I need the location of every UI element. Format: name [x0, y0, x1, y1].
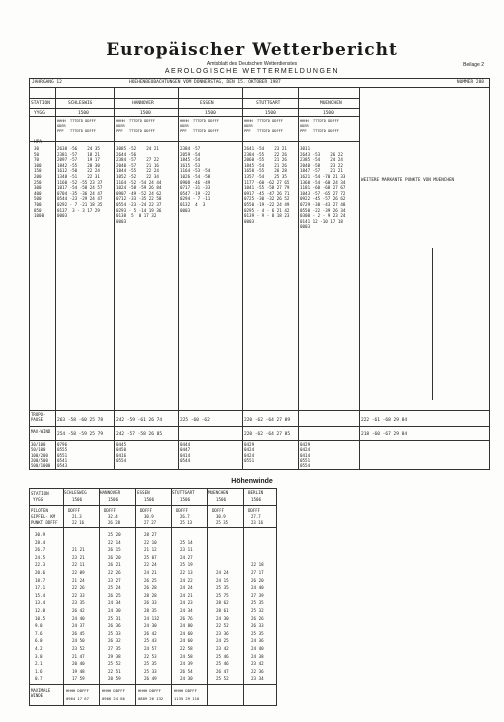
- subtitle: AEROLOGISCHE WETTERMELDUNGEN: [164, 68, 340, 75]
- hw-station-time: 1506: [72, 497, 83, 502]
- maxwind-hannover: 242 -57 -58 26 85: [116, 432, 163, 437]
- rule: [29, 440, 490, 441]
- tropo-stuttgart: 220 -62 -64 27 89: [244, 418, 291, 423]
- col-divider: [298, 88, 299, 470]
- col-divider: [63, 488, 64, 706]
- station-time: 1500: [78, 111, 89, 116]
- punkt-value: 25 13: [180, 520, 193, 525]
- thickness-label: 200/500: [31, 457, 48, 463]
- hpa-label: HPA: [34, 140, 43, 145]
- beilage-label: Beilage 2: [463, 62, 484, 68]
- hw-station-name: ESSEN: [137, 490, 150, 495]
- hw-column-muenchen: 24 24 24 15 25 35 25 75 28 62 28 61 24 30 22 52 23 36 24 25 23 42 25 46 25 46 26 47 25 52: [216, 569, 229, 682]
- hw-station-name: SCHLESWIG: [64, 490, 87, 495]
- hw-station-label: STATION: [31, 491, 49, 496]
- thickness-label: 100/200: [31, 452, 48, 458]
- hw-station-name: BERLIN: [248, 490, 264, 495]
- top-info-bar: [29, 78, 490, 88]
- hoehenwinde-title: Höhenwinde: [231, 478, 273, 485]
- level-labels: [34, 146, 44, 219]
- level-label: 700: [34, 201, 42, 207]
- rule: [29, 108, 359, 109]
- station-name: STUTTGART: [256, 101, 281, 106]
- col-divider: [99, 488, 100, 706]
- station-time: 1500: [323, 111, 334, 116]
- tropo-hannover: 242 -59 -61 26 74: [116, 418, 163, 423]
- gipfel-label: GIPFEL- KM: [31, 514, 56, 519]
- maxi-head: HHHH DDFFF: [138, 688, 161, 693]
- observation-date: HOEHENBEOBACHTUNGEN VOM DONNERSTAG, DEN 15. OKTOBER 1987: [129, 80, 281, 85]
- station-label: STATION: [31, 101, 50, 106]
- data-column-stuttgart: 2641 -54 23 21 2384 -55 22 26 2060 -55 21 26 1845 -54 21 26 1658 -55 26 28 1357 -54 25 35 1177 -60 -62 27 65 1041 -55 -58 27 79 0917 -45 -47 26 71 0725 -30 -32 26 52 0550 -19 -22 24 49 0295 - 4 - 6 21 42 0139 - 9 - 8 18 23 0003: [244, 146, 290, 224]
- maxi-value: 0966 24 86: [102, 696, 125, 701]
- column-header: HHHH TTTDTD DDFFF ODER PPP TTTDTD DDFFF: [244, 119, 283, 133]
- gipfel-value: 32.4: [108, 514, 118, 519]
- col-divider: [432, 248, 433, 400]
- publisher-line: Amtsblatt des Deutschen Wetterdienstes: [206, 61, 298, 67]
- hw-column-berlin: 22 18 27 17 26 20 24 40 27 39 25 35 25 32 26 26 26 33 25 35 24 36 24 40 24 38 23 42 22 36 23 34: [251, 562, 264, 682]
- jahrgang: JAHRGANG 12: [32, 80, 62, 85]
- maxwind-schleswig: 254 -58 -59 25 79: [57, 432, 104, 437]
- ddfff-label: DDFFF: [68, 508, 81, 513]
- station-time: 1500: [205, 111, 216, 116]
- ddfff-label: DDFFF: [212, 508, 225, 513]
- rule: [29, 116, 359, 117]
- thickness-label: 500/1000: [31, 463, 51, 469]
- rule: [29, 410, 490, 411]
- thickness-label: 50/100: [31, 447, 46, 453]
- level-label: 100: [34, 162, 42, 168]
- station-time: 1500: [265, 111, 276, 116]
- thickness-stuttgart: 0429 0424 0424 0551: [244, 442, 255, 463]
- tropo-schleswig: 263 -58 -60 25 78: [57, 418, 104, 423]
- thickness-label: 30/100: [31, 442, 46, 447]
- tropo-essen: 225 -60 -62: [180, 418, 210, 423]
- col-divider: [55, 88, 56, 470]
- hw-station-time: 1506: [180, 497, 191, 502]
- data-column-essen: 2384 -57 2059 -54 1845 -54 1615 -53 1164 -53 -54 1026 -54 -58 0908 -46 -49 0717 -31 -33 0547 -19 -22 0294 - 7 -11 0132 4 3 0003: [180, 146, 211, 213]
- level-label: 500: [34, 196, 42, 202]
- col-divider: [171, 488, 172, 706]
- station-name: ESSEN: [200, 101, 214, 106]
- col-divider: [243, 488, 244, 706]
- thickness-hannover: 0445 0450 0416 0554: [116, 442, 127, 463]
- punkt-value: 25 35: [216, 520, 229, 525]
- hw-station-time: 1506: [144, 497, 155, 502]
- col-divider: [359, 88, 360, 470]
- thickness-essen: 0444 0447 0414 0544: [180, 442, 191, 463]
- hw-station-name: HANNOVER: [100, 490, 121, 495]
- ddfff-label: DDFFF: [140, 508, 153, 513]
- maxwind-label: MAX-WIND: [31, 429, 51, 434]
- hw-column-schleswig: 21 21 23 21 22 11 22 09 21 24 22 26 22 33 23 35 26 42 24 40 24 37 26 45 24 50 23 52 21 47 20 40 19 48 17 59: [72, 547, 85, 682]
- maxi-head: HHHH DDFFF: [66, 688, 89, 693]
- rule: [29, 505, 277, 506]
- tropo-muenchen: 222 -61 -68 29 84: [361, 418, 408, 423]
- level-label: 150: [34, 168, 42, 174]
- level-label: 250: [34, 179, 42, 185]
- hw-station-time: 1506: [251, 497, 262, 502]
- gipfel-value: 30.9: [144, 514, 154, 519]
- ddfff-label: DDFFF: [248, 508, 261, 513]
- gipfel-value: 27.7: [251, 514, 261, 519]
- maxi-value: 1135 29 110: [174, 696, 200, 701]
- hw-station-name: MUENCHEN: [208, 490, 229, 495]
- page-title: Europäischer Wetterbericht: [106, 40, 398, 60]
- station-time: 1500: [140, 111, 151, 116]
- column-header: HHHH TTTDTD DDFFF ODER PPP TTTDTD DDFFF: [300, 119, 339, 133]
- col-divider: [242, 88, 243, 470]
- punkt-label: PUNKT DDFFF: [31, 520, 58, 525]
- level-label: 200: [34, 173, 42, 179]
- piloten-label: PILOTEN: [31, 508, 48, 513]
- thickness-muenchen: 0429 0424 0414 0551 0554: [300, 442, 311, 469]
- level-label: 850: [34, 207, 42, 213]
- level-label: 400: [34, 190, 42, 196]
- gipfel-value: 26.7: [180, 514, 190, 519]
- ddfff-label: DDFFF: [176, 508, 189, 513]
- col-divider: [207, 488, 208, 706]
- hw-yygg-label: YYGG: [33, 497, 44, 502]
- col-divider: [135, 488, 136, 706]
- data-column-muenchen: 3011 2643 -53 26 22 2385 -54 24 24 2040 -58 23 22 1847 -57 21 21 1621 -54 -70 21 33 1360 -54 -60 24 34 1181 -60 -68 27 67 1043 -57 -65 27 72 0922 -45 -57 26 62 0729 -30 -43 27 48 0550 -22 -39 26 34 0300 - 2 - 9 23 24 0141 12 -10 17 18 0003: [300, 146, 346, 230]
- level-label: 50: [34, 151, 40, 157]
- level-label: 30: [34, 146, 40, 151]
- rule: [29, 684, 277, 685]
- maxwind-stuttgart: 220 -62 -64 27 85: [244, 432, 291, 437]
- hw-km-labels: 30.9 28.4 26.7 24.5 22.3 20.6 18.7 17.1 15.4 13.4 12.0 10.5 9.0 7.6 6.0 4.2 3.0 2.1 1.6 0.7: [35, 532, 46, 682]
- hw-column-stuttgart: 25 14 23 11 24 27 25 19 22 13 24 22 24 24 24 21 24 23 24 34 26 76 24 80 24 60 24 60 22 58 24 58 24 39 26 54 24 30: [180, 539, 193, 682]
- maxi-head: HHHH DDFFF: [174, 688, 197, 693]
- station-name: HANNOVER: [132, 101, 154, 106]
- hw-column-hannover: 25 20 22 14 26 15 26 20 26 21 22 26 23 27 25 24 26 25 24 34 24 30 25 31 26 36 25 33 26 32 27 35 29 38 25 52 22 51 20 59: [108, 532, 121, 682]
- level-label: 300: [34, 185, 42, 191]
- maxi-value: 0889 26 132: [138, 696, 164, 701]
- station-name: SCHLESWIG: [68, 101, 93, 106]
- tropo-label: TROPO-PAUSE: [31, 412, 46, 422]
- ddfff-label: DDFFF: [104, 508, 117, 513]
- thickness-labels: [31, 442, 50, 468]
- punkt-value: 23 16: [251, 520, 264, 525]
- rule: [29, 527, 277, 528]
- nummer: NUMMER 288: [456, 80, 484, 85]
- level-label: 1000: [34, 213, 45, 219]
- station-name: MUENCHEN: [320, 101, 342, 106]
- hw-station-time: 1506: [108, 497, 119, 502]
- punkt-value: 26 28: [108, 520, 121, 525]
- data-column-schleswig: 2638 -56 24 35 2381 -57 18 21 2097 -57 19 17 1842 -55 20 30 1612 -50 22 24 1348 -51 22 31 1160 -52 -55 23 37 1017 -54 -58 24 57 0704 -35 -36 24 47 0544 -23 -29 24 47 0292 - 7 -21 18 35 0137 3 - 3 17 29 0003: [57, 146, 103, 219]
- col-divider: [114, 88, 115, 470]
- punkt-value: 22 16: [72, 520, 85, 525]
- level-label: 70: [34, 157, 40, 163]
- main-table-frame: [29, 78, 490, 470]
- thickness-schleswig: 0796 0555 0551 0541 0543: [57, 442, 68, 469]
- column-header: HHHH TTTDTD DDFFF ODER PPP TTTDTD DDFFF: [116, 119, 155, 133]
- data-column-hannover: 3085 -52 24 21 2644 -56 2384 -57 27 22 2040 -57 21 16 1844 -55 22 24 1052 -52 22 34 1164 -52 -54 24 44 1024 -58 -59 26 84 0907 -49 -52 24 62 0712 -33 -35 22 58 0554 -23 -24 22 37 0293 - 5 -14 19 36 0138 5 0 17 32 0003: [116, 146, 162, 224]
- rule: [29, 426, 490, 427]
- hw-station-name: STUTTGART: [172, 490, 195, 495]
- column-header: HHHH TTTDTD DDFFF ODER PPP TTTDTD DDFFF: [57, 119, 96, 133]
- punkt-value: 27 27: [144, 520, 157, 525]
- additional-points-label: WEITERE MARKANTE PUNKTE VON MUENCHEN: [361, 178, 455, 183]
- maxi-head: HHHH DDFFF: [102, 688, 125, 693]
- hw-column-essen: 28 27 22 10 21 12 25 07 22 24 24 21 26 25 26 28 28 28 26 33 28 35 24 132 24 30 26 42 25 43 24 57 22 53 25 35 25 33 26 49: [144, 532, 160, 682]
- hw-station-time: 1506: [216, 497, 227, 502]
- rule: [29, 141, 359, 142]
- maxwind-muenchen: 218 -60 -67 29 84: [361, 432, 408, 437]
- rule: [29, 98, 359, 99]
- column-header: HHHH TTTDTD DDFFF ODER PPP TTTDTD DDFFF: [180, 119, 219, 133]
- yygg-label: YYGG: [34, 111, 45, 116]
- col-divider: [178, 88, 179, 470]
- maximale-winde-label: MAXIMALE WINDE: [31, 688, 51, 698]
- gipfel-value: 21.3: [72, 514, 82, 519]
- maxi-value: 0964 17 67: [66, 696, 89, 701]
- gipfel-value: 30.9: [216, 514, 226, 519]
